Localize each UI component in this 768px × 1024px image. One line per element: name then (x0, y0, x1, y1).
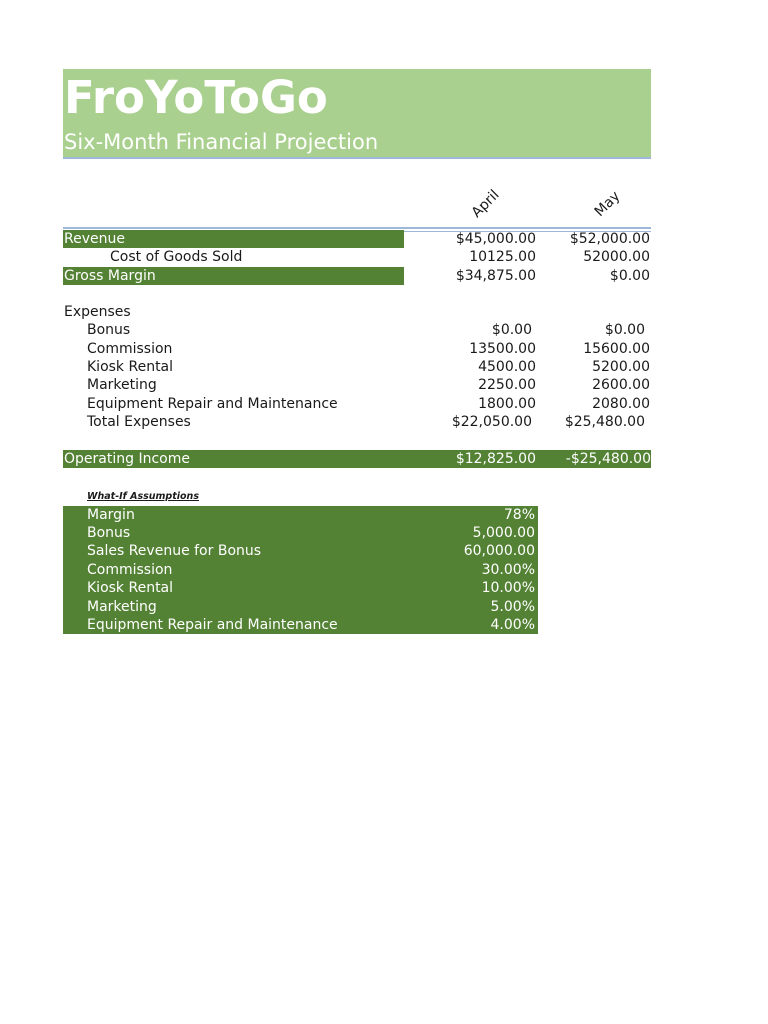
cell-may: 5200.00 (592, 359, 650, 375)
cell-may: 52000.00 (583, 249, 650, 265)
cell-may: 15600.00 (583, 341, 650, 357)
row-label: Marketing (87, 377, 157, 393)
assumption-label: Marketing (87, 599, 157, 615)
assumption-label: Kiosk Rental (87, 580, 174, 596)
cell-may: $0.00 (604, 322, 645, 338)
assumption-row-margin (63, 506, 538, 524)
page-subtitle: Six-Month Financial Projection (64, 130, 379, 154)
cell-april: 2250.00 (478, 377, 536, 393)
cell-april: $12,825.00 (455, 451, 536, 467)
row-label: Total Expenses (87, 414, 191, 430)
table-row-cogs (63, 248, 651, 266)
table-row-bonus (63, 321, 651, 339)
page-title: FroYoToGo (64, 71, 328, 124)
header-rule (63, 227, 651, 229)
cell-april: $34,875.00 (455, 268, 536, 284)
column-header-may: May (591, 188, 624, 220)
table-row-expenses-heading (63, 303, 651, 321)
banner-underline (63, 157, 651, 159)
table-row-kiosk-rental (63, 358, 651, 376)
table-row-marketing (63, 376, 651, 394)
row-label: Cost of Goods Sold (110, 249, 243, 265)
assumption-label: Bonus (87, 525, 131, 541)
table-row-commission (63, 340, 651, 358)
assumption-label: Sales Revenue for Bonus (87, 543, 262, 559)
assumption-value: 5.00% (490, 599, 535, 615)
assumption-label: Commission (87, 562, 173, 578)
cell-may: 2600.00 (592, 377, 650, 393)
cell-april: 10125.00 (469, 249, 536, 265)
assumption-row-equipment (63, 616, 538, 634)
cell-may: 2080.00 (592, 396, 650, 412)
assumption-row-bonus (63, 524, 538, 542)
assumption-value: 60,000.00 (463, 543, 535, 559)
assumption-value: 78% (503, 507, 535, 523)
assumption-row-marketing (63, 598, 538, 616)
assumption-row-kiosk-rental (63, 579, 538, 597)
cell-april: 13500.00 (469, 341, 536, 357)
table-row-gross-margin (63, 267, 651, 285)
cell-may: $0.00 (609, 268, 650, 284)
cell-april: $45,000.00 (455, 231, 536, 247)
assumption-label: Equipment Repair and Maintenance (87, 617, 338, 633)
table-row-revenue (63, 230, 651, 248)
cell-april: $0.00 (491, 322, 532, 338)
table-row-total-expenses (63, 413, 651, 431)
cell-may: $25,480.00 (564, 414, 645, 430)
row-label: Revenue (64, 231, 125, 247)
assumption-value: 4.00% (490, 617, 535, 633)
assumption-row-sales-revenue-for-bonus (63, 542, 538, 560)
cell-may: -$25,480.00 (565, 451, 651, 467)
assumption-value: 10.00% (481, 580, 535, 596)
row-label: Kiosk Rental (87, 359, 174, 375)
row-label: Bonus (87, 322, 131, 338)
cell-april: $22,050.00 (451, 414, 532, 430)
assumptions-table (63, 506, 538, 634)
cell-may: $52,000.00 (569, 231, 650, 247)
row-label: Equipment Repair and Maintenance (87, 396, 338, 412)
row-label: Commission (87, 341, 173, 357)
table-row-equipment (63, 395, 651, 413)
column-header-april: April (468, 187, 503, 221)
cell-april: 1800.00 (478, 396, 536, 412)
table-row-operating-income (63, 450, 651, 468)
row-label: Operating Income (64, 451, 190, 467)
section-heading: Expenses (64, 304, 131, 320)
assumption-value: 5,000.00 (472, 525, 535, 541)
cell-april: 4500.00 (478, 359, 536, 375)
assumption-row-commission (63, 561, 538, 579)
row-label: Gross Margin (64, 268, 156, 284)
assumption-label: Margin (87, 507, 135, 523)
assumption-value: 30.00% (481, 562, 535, 578)
assumptions-title: What-If Assumptions (87, 491, 199, 502)
